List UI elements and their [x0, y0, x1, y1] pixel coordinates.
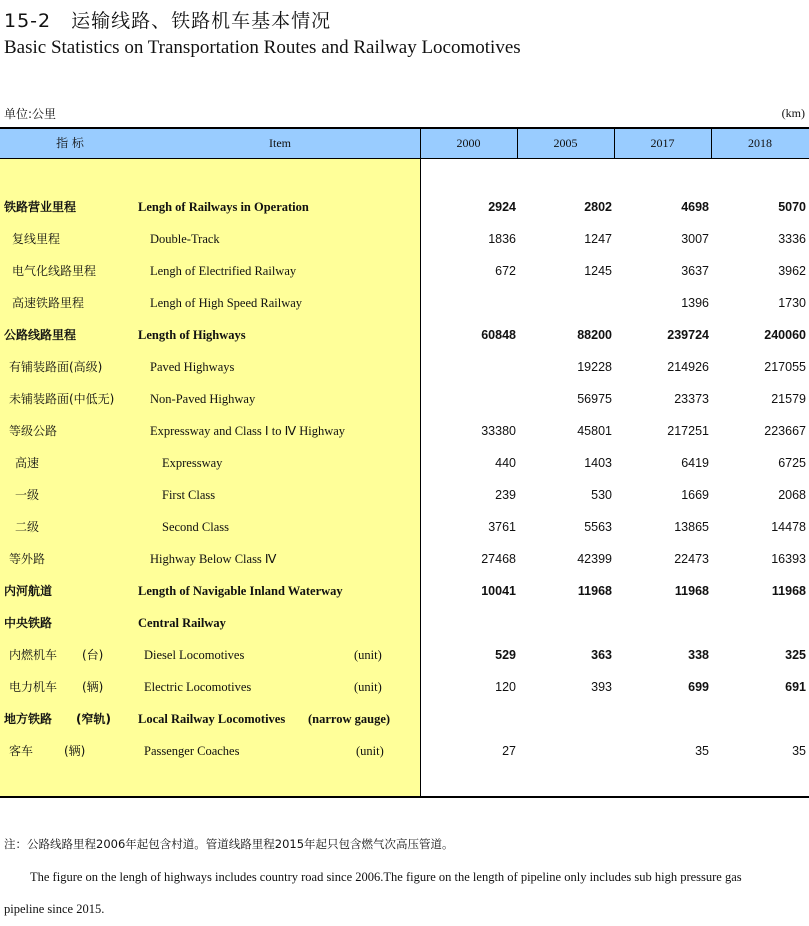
table-row	[0, 255, 809, 287]
cell-2017: 1669	[681, 488, 709, 502]
cell-2005: 363	[591, 648, 612, 662]
cell-2017: 338	[688, 648, 709, 662]
cell-2005: 88200	[577, 328, 612, 342]
header-item: Item	[269, 136, 291, 150]
table-row	[0, 447, 809, 479]
row-label-cn: 等外路	[9, 552, 46, 566]
footnote-cn: 注：公路线路里程2006年起包含村道。管道线路里程2015年起只包含燃气次高压管道。	[4, 837, 454, 851]
cell-2017: 699	[688, 680, 709, 694]
cell-2017: 13865	[674, 520, 709, 534]
footnote-en-line1: The figure on the lengh of highways includes country road since 2006.The figure on the length of pipeline only includes sub high pressure gas	[30, 870, 742, 884]
cell-2017: 239724	[667, 328, 709, 342]
row-label-cn: 二级	[15, 520, 40, 534]
cell-2000: 33380	[481, 424, 516, 438]
cell-2018: 35	[792, 744, 806, 758]
unit-label-cn: 单位:公里	[4, 107, 57, 121]
cell-2005: 1247	[584, 232, 612, 246]
cell-2000: 10041	[481, 584, 516, 598]
row-label-en: Highway Below Class Ⅳ	[150, 552, 277, 566]
cell-2018: 691	[785, 680, 806, 694]
row-unit-cn: (辆)	[82, 680, 104, 694]
row-label-en: First Class	[162, 488, 216, 502]
row-label-en: Double-Track	[150, 232, 220, 246]
statistics-table	[0, 127, 809, 798]
row-label-cn: 未铺装路面(中低无)	[9, 392, 115, 406]
row-label-en: Paved Highways	[150, 360, 235, 374]
table-row	[0, 351, 809, 383]
row-label-en: Non-Paved Highway	[150, 392, 256, 406]
row-label-en: Expressway	[162, 456, 223, 470]
cell-2005: 1403	[584, 456, 612, 470]
row-label-en: Length of Navigable Inland Waterway	[138, 584, 343, 598]
cell-2005: 1245	[584, 264, 612, 278]
cell-2018: 240060	[764, 328, 806, 342]
cell-2005: 11968	[577, 584, 612, 598]
header-year-2017: 2017	[650, 136, 675, 150]
cell-2018: 21579	[771, 392, 806, 406]
row-label-cn: 电力机车	[9, 680, 58, 694]
cell-2000: 3761	[488, 520, 516, 534]
table-row	[0, 575, 809, 607]
row-label-cn: 有铺装路面(高级)	[9, 360, 103, 374]
unit-label-en: (km)	[781, 106, 805, 120]
cell-2018: 2068	[778, 488, 806, 502]
header-indicator: 指 标	[56, 136, 84, 150]
cell-2017: 4698	[681, 200, 709, 214]
cell-2018: 14478	[771, 520, 806, 534]
cell-2005: 19228	[577, 360, 612, 374]
row-unit-cn: (台)	[82, 648, 104, 662]
row-unit-en: (narrow gauge)	[308, 712, 391, 726]
row-label-en: Expressway and Class Ⅰ to Ⅳ Highway	[150, 424, 346, 438]
cell-2005: 530	[591, 488, 612, 502]
row-label-cn: 电气化线路里程	[12, 264, 97, 278]
table-row	[0, 287, 809, 319]
cell-2000: 60848	[481, 328, 516, 342]
cell-2000: 672	[495, 264, 516, 278]
row-label-cn: 内燃机车	[9, 648, 58, 662]
row-label-cn: 高速	[15, 456, 40, 470]
table-row	[0, 191, 809, 223]
cell-2017: 3637	[681, 264, 709, 278]
table-title-cn: 15-2 运输线路、铁路机车基本情况	[4, 10, 332, 32]
cell-2017: 1396	[681, 296, 709, 310]
row-label-cn: 高速铁路里程	[12, 296, 85, 310]
cell-2018: 11968	[771, 584, 806, 598]
row-unit-en: (unit)	[356, 744, 384, 758]
row-label-en: Length of Highways	[138, 328, 246, 342]
footnote-en-line2: pipeline since 2015.	[4, 902, 105, 916]
row-label-en: Lengh of Railways in Operation	[138, 200, 309, 214]
cell-2000: 239	[495, 488, 516, 502]
table-row	[0, 607, 809, 639]
header-year-2018: 2018	[748, 136, 772, 150]
cell-2018: 5070	[778, 200, 806, 214]
table-row	[0, 415, 809, 447]
cell-2017: 22473	[674, 552, 709, 566]
cell-2018: 325	[785, 648, 806, 662]
row-label-cn: 地方铁路	[4, 712, 53, 726]
cell-2005: 5563	[584, 520, 612, 534]
cell-2005: 56975	[577, 392, 612, 406]
cell-2018: 6725	[778, 456, 806, 470]
cell-2018: 16393	[771, 552, 806, 566]
row-label-en: Passenger Coaches	[144, 744, 240, 758]
cell-2000: 27	[502, 744, 516, 758]
row-label-en: Lengh of Electrified Railway	[150, 264, 297, 278]
cell-2000: 1836	[488, 232, 516, 246]
row-label-cn: 一级	[15, 488, 40, 502]
row-label-en: Central Railway	[138, 616, 226, 630]
header-year-2000: 2000	[456, 136, 481, 150]
cell-2005: 45801	[577, 424, 612, 438]
cell-2018: 3336	[778, 232, 806, 246]
cell-2018: 3962	[778, 264, 806, 278]
row-label-en: Local Railway Locomotives	[138, 712, 286, 726]
cell-2017: 35	[695, 744, 709, 758]
row-label-en: Second Class	[162, 520, 230, 534]
row-label-cn: 复线里程	[12, 232, 61, 246]
table-row	[0, 479, 809, 511]
row-label-cn: 客车	[9, 744, 34, 758]
table-header	[0, 129, 809, 159]
cell-2000: 27468	[481, 552, 516, 566]
table-row	[0, 383, 809, 415]
row-label-cn: 公路线路里程	[4, 328, 77, 342]
table-row	[0, 671, 809, 703]
cell-2017: 3007	[681, 232, 709, 246]
cell-2005: 42399	[577, 552, 612, 566]
table-row	[0, 735, 809, 767]
cell-2017: 6419	[681, 456, 709, 470]
row-label-cn: 铁路营业里程	[4, 200, 77, 214]
row-label-cn: 内河航道	[4, 584, 53, 598]
row-label-en: Electric Locomotives	[144, 680, 252, 694]
cell-2000: 2924	[488, 200, 516, 214]
cell-2018: 1730	[778, 296, 806, 310]
cell-2017: 217251	[667, 424, 709, 438]
table-row	[0, 543, 809, 575]
header-year-2005: 2005	[553, 136, 578, 150]
row-unit-en: (unit)	[354, 680, 382, 694]
row-label-cn: 中央铁路	[4, 616, 53, 630]
cell-2000: 529	[495, 648, 516, 662]
row-label-en: Diesel Locomotives	[144, 648, 245, 662]
row-unit-cn: (辆)	[64, 744, 86, 758]
table-row	[0, 703, 809, 735]
cell-2000: 120	[495, 680, 516, 694]
table-row	[0, 639, 809, 671]
table-row	[0, 511, 809, 543]
cell-2005: 2802	[584, 200, 612, 214]
cell-2017: 23373	[674, 392, 709, 406]
table-row	[0, 319, 809, 351]
table-row	[0, 223, 809, 255]
cell-2005: 393	[591, 680, 612, 694]
row-unit-cn: (窄轨)	[76, 712, 111, 726]
cell-2017: 214926	[667, 360, 709, 374]
cell-2018: 217055	[764, 360, 806, 374]
row-label-cn: 等级公路	[9, 424, 58, 438]
cell-2018: 223667	[764, 424, 806, 438]
row-label-en: Lengh of High Speed Railway	[150, 296, 303, 310]
cell-2000: 440	[495, 456, 516, 470]
row-unit-en: (unit)	[354, 648, 382, 662]
cell-2017: 11968	[674, 584, 709, 598]
table-title-en: Basic Statistics on Transportation Routes and Railway Locomotives	[4, 37, 521, 58]
